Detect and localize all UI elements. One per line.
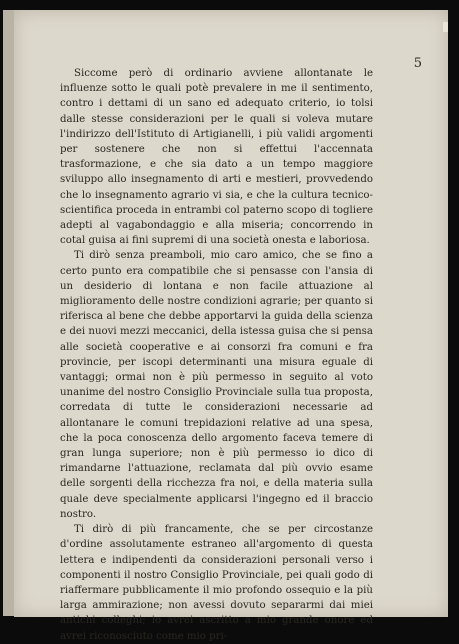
paragraph-2: Ti dirò senza preamboli, mio caro amico, che se fino a certo punto era compatibile che si pensasse con l'ansia di un desiderio di lontana e non facile attuazione al miglioramento delle nostre condizioni agrarie; per quanto si riferisca al bene che debbe apportarvi la guida della scienza e dei nuovi mezzi meccanici, della istessa guisa che si pensa alle società cooperative e ai consorzi fra comuni e fra provincie, per iscopi determinanti una misura eguale di vantaggi; ormai non è più permesso in seguito al voto unanime del nostro Consiglio Provinciale sulla tua proposta, corredata di tutte le considerazioni necessarie ad allontanare le comuni trepidazioni relative ad una spesa, che la poca conoscenza dello argomento faceva temere di gran lunga superiore; non è più permesso io dico di rimandarne l'attuazione, reclamata dal più ovvio esame delle sorgenti della ricchezza fra noi, e della materia sulla quale deve specialmente applicarsi l'ingegno ed il braccio nostro. [60, 250, 373, 520]
page-corner-mark [443, 22, 448, 32]
paragraph-3: Ti dirò di più francamente, che se per circostanze d'ordine assolutamente estraneo all'argomento di questa lettera e indipendenti da considerazioni personali verso i componenti il nostro Consiglio Provinciale, pei quali godo di riaffermare pubblicamente il mio profondo ossequio e la più larga ammirazione; non avessi dovuto separarmi dai miei antichi colleghi; io avrei ascritto a mio grande onore ed avrei riconosciuto come mio pri- [60, 524, 373, 642]
page-body-text [60, 66, 373, 644]
page-number: 5 [413, 56, 422, 71]
paragraph-1: Siccome però di ordinario avviene allontanate le influenze sotto le quali potè prevalere in me il sentimento, contro i dettami di un sano ed adequato criterio, io tolsi dalle stesse considerazioni per le quali si voleva mutare l'indirizzo dell'Istituto di Artigianelli, i più validi argomenti per sostenere che non si effettui l'accennata trasformazione, e che sia dato a un tempo maggiore sviluppo allo insegnamento di arti e mestieri, provvedendo che lo insegnamento agrario vi sia, e che la cultura tecnico-scientifica proceda in entrambi col paterno scopo di togliere adepti al vagabondaggio e alla miseria; concorrendo in cotal guisa ai fini supremi di una società onesta e laboriosa. [60, 68, 373, 247]
